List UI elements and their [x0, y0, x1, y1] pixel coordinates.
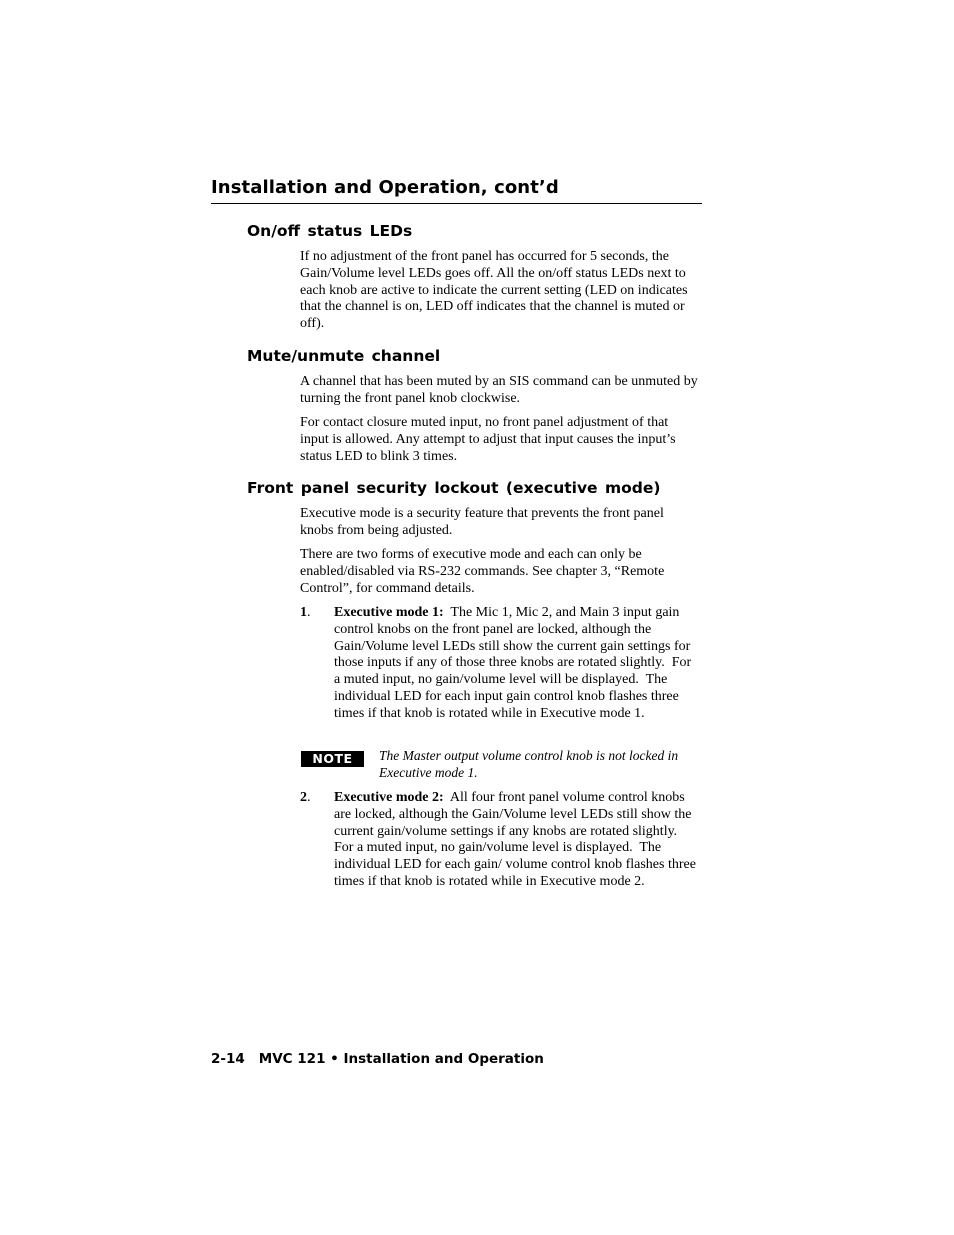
list-text: All four front panel volume control knobs are locked, although the Gain/Volume level LEDs still show the current gain/volume settings if any knobs are rotated slightly. For a muted input, no gain/volume level is displayed. The individual LED for each gain/ volume control knob flashes three times if that knob is rotated while in Executive mode 2.	[334, 790, 700, 889]
page-number: 2-14	[211, 1051, 245, 1067]
page-header	[211, 177, 702, 204]
section-heading-security: Front panel security lockout (executive mode)	[247, 479, 661, 497]
list-body	[334, 605, 700, 723]
section-paragraph: For contact closure muted input, no front panel adjustment of that input is allowed. Any attempt to adjust that input causes the input’s status LED to blink 3 times.	[300, 415, 676, 464]
page-footer	[211, 1051, 544, 1067]
page-title: Installation and Operation, cont’d	[211, 177, 559, 198]
section-paragraph: There are two forms of executive mode and each can only be enabled/disabled via RS-232 commands. See chapter 3, “Remote Control”, for command details.	[300, 547, 665, 596]
section-paragraph: A channel that has been muted by an SIS command can be unmuted by turning the front panel knob clockwise.	[300, 374, 698, 406]
list-body	[334, 790, 700, 891]
note-text: The Master output volume control knob is not locked in Executive mode 1.	[379, 748, 679, 780]
section-paragraph: Executive mode is a security feature that prevents the front panel knobs from being adjusted.	[300, 506, 664, 538]
list-number: 1.	[300, 605, 311, 620]
section-heading-mute: Mute/unmute channel	[247, 347, 441, 365]
note-badge: NOTE	[301, 751, 364, 767]
section-heading-onoff: On/off status LEDs	[247, 222, 413, 240]
list-lead: Executive mode 1:	[334, 605, 444, 620]
footer-text: MVC 121 • Installation and Operation	[258, 1051, 544, 1067]
section-paragraph: If no adjustment of the front panel has occurred for 5 seconds, the Gain/Volume level LEDs goes off. All the on/off status LEDs next to each knob are active to indicate the current setting (LED on indicates that the channel is on, LED off indicates that the channel is muted or off).	[300, 249, 688, 332]
list-text: The Mic 1, Mic 2, and Main 3 input gain control knobs on the front panel are locked, although the Gain/Volume level LEDs still show the current gain settings for those inputs if any of those three knobs are rotated slightly. For a muted input, no gain/volume level will be displayed. The individual LED for each input gain control knob flashes three times if that knob is rotated while in Executive mode 1.	[334, 605, 695, 721]
list-lead: Executive mode 2:	[334, 790, 444, 805]
list-number: 2.	[300, 790, 311, 805]
